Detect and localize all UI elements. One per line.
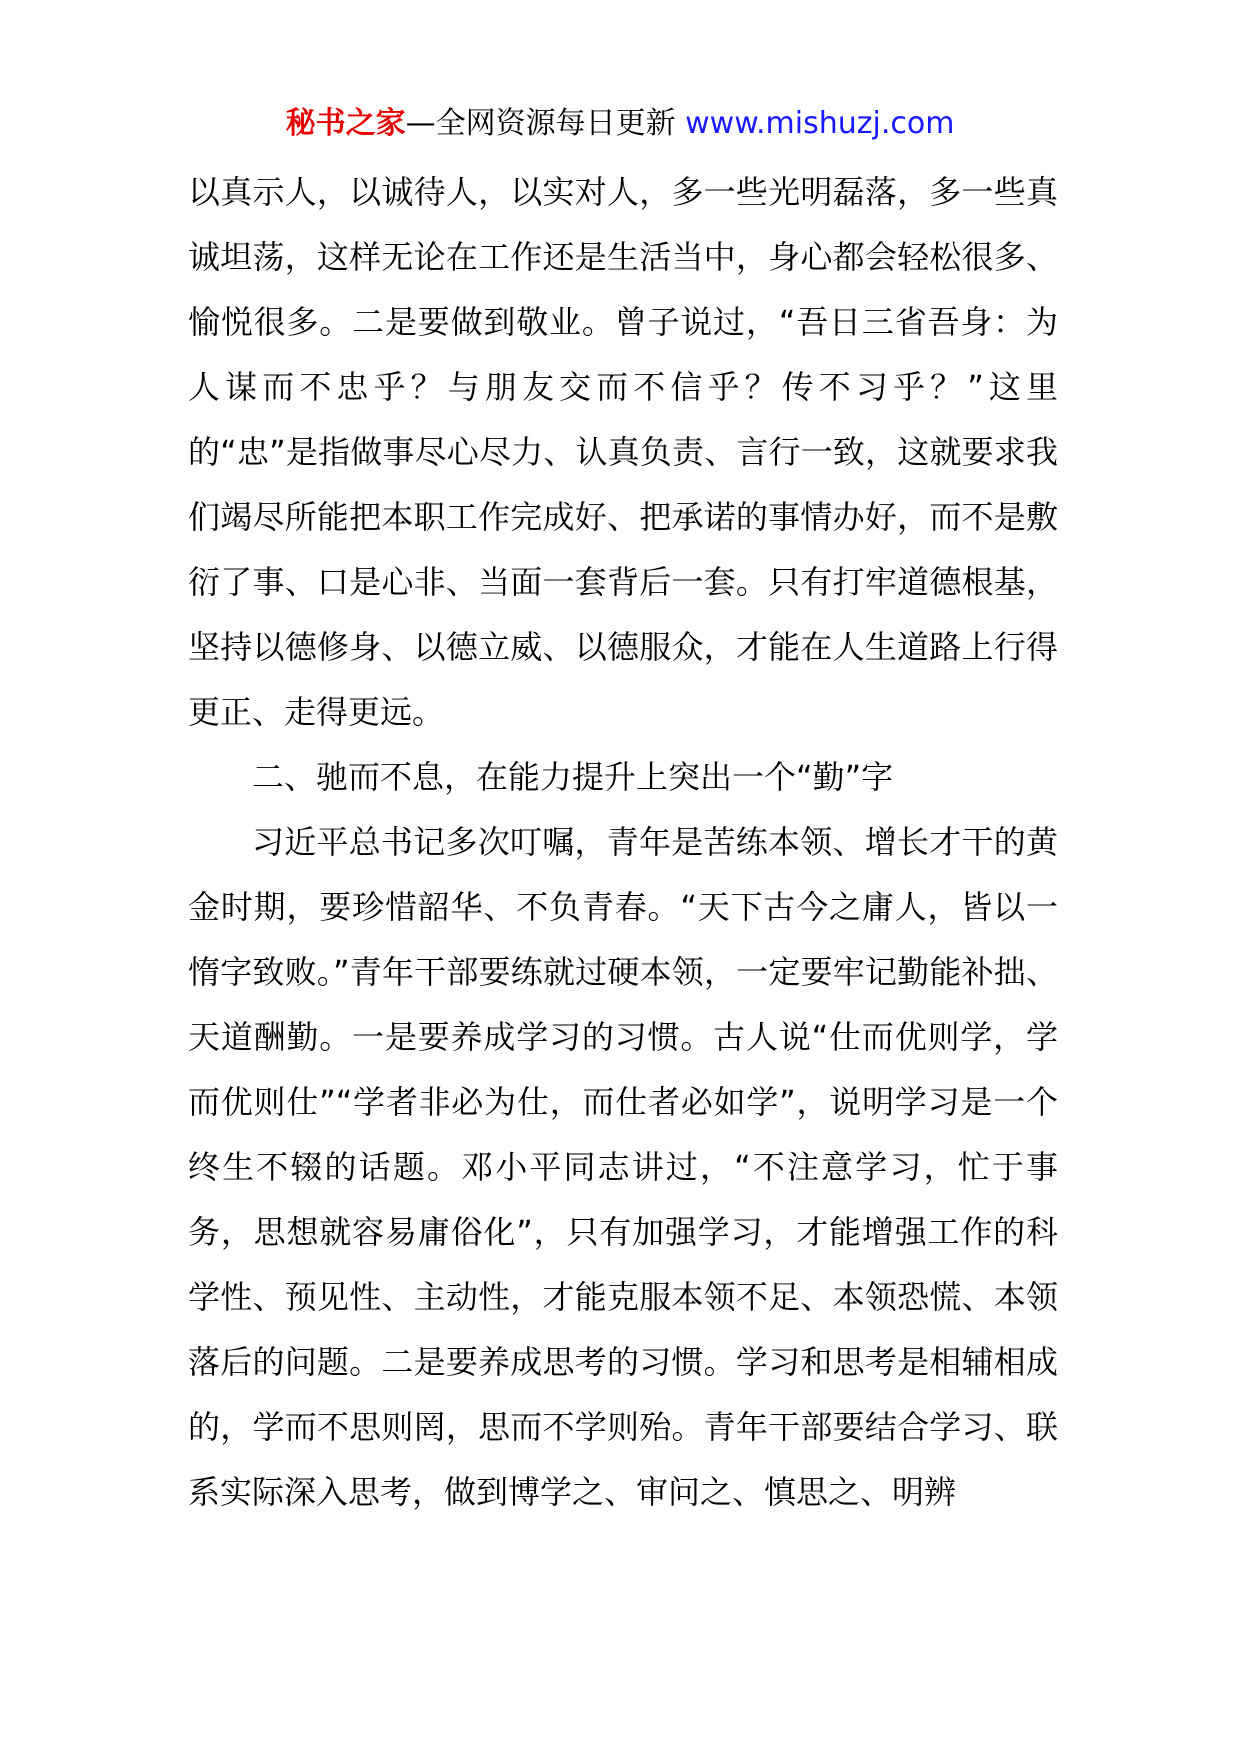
brand-name: 秘书之家	[285, 106, 406, 141]
document-body	[188, 160, 1058, 1525]
section-heading: 二、驰而不息，在能力提升上突出一个“勤”字	[252, 758, 894, 796]
site-url-link[interactable]: www.mishuzj.com	[685, 106, 955, 141]
header-tagline: —全网资源每日更新	[405, 106, 676, 141]
site-header	[0, 102, 1240, 146]
paragraph-continued: 以真示人，以诚待人，以实对人，多一些光明磊落，多一些真诚坦荡，这样无论在工作还是生活当中，身心都会轻松很多、愉悦很多。二是要做到敬业。曾子说过，“吾日三省吾身：为人谋而不忠乎？与朋友交而不信乎？传不习乎？”这里的“忠”是指做事尽心尽力、认真负责、言行一致，这就要求我们竭尽所能把本职工作完成好、把承诺的事情办好，而不是敷衍了事、口是心非、当面一套背后一套。只有打牢道德根基，坚持以德修身、以德立威、以德服众，才能在人生道路上行得更正、走得更远。	[188, 173, 1058, 731]
paragraph: 习近平总书记多次叮嘱，青年是苦练本领、增长才干的黄金时期，要珍惜韶华、不负青春。“天下古今之庸人，皆以一惰字致败。”青年干部要练就过硬本领，一定要牢记勤能补拙、天道酬勤。一是要养成学习的习惯。古人说“仕而优则学，学而优则仕”“学者非必为仕，而仕者必如学”，说明学习是一个终生不辍的话题。邓小平同志讲过，“不注意学习，忙于事务，思想就容易庸俗化”，只有加强学习，才能增强工作的科学性、预见性、主动性，才能克服本领不足、本领恐慌、本领落后的问题。二是要养成思考的习惯。学习和思考是相辅相成的，学而不思则罔，思而不学则殆。青年干部要结合学习、联系实际深入思考，做到博学之、审问之、慎思之、明辨	[188, 823, 1058, 1511]
